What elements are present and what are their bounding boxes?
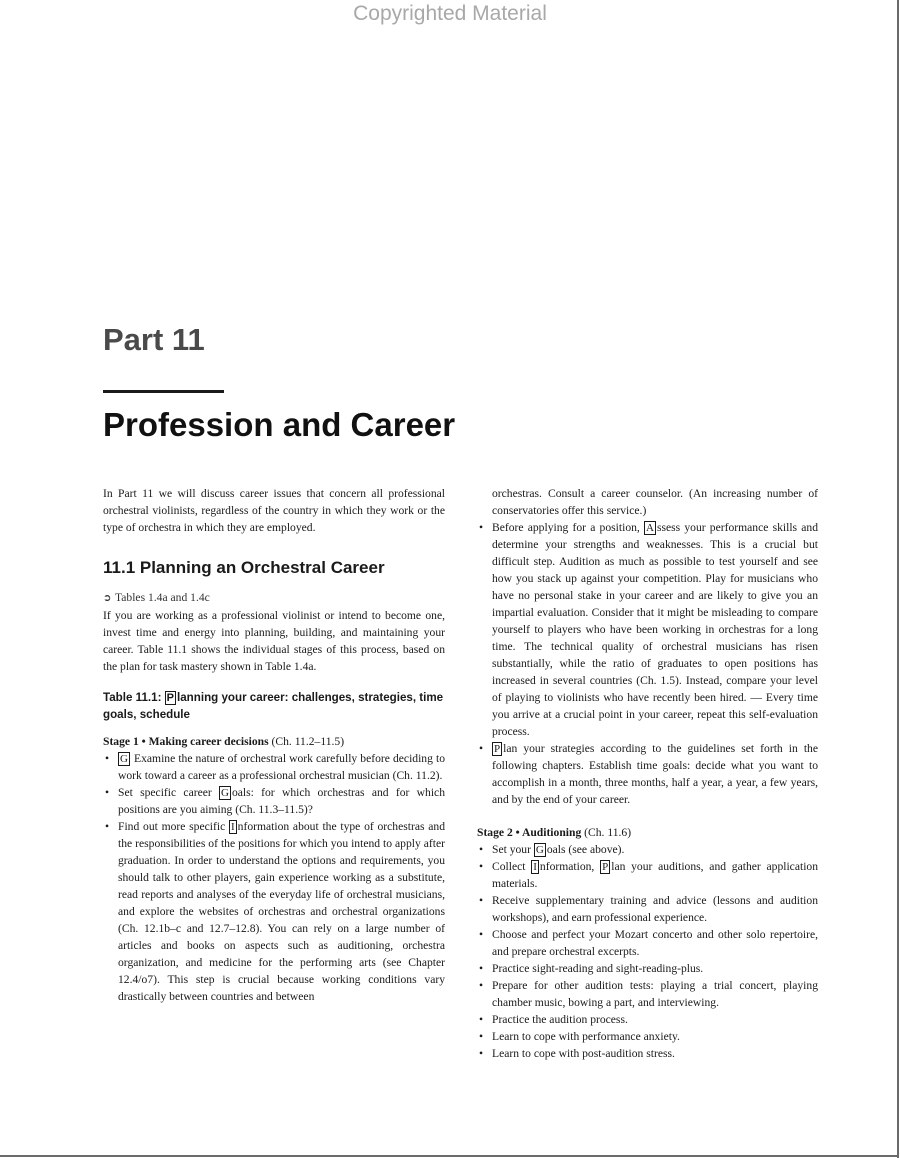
boxed-letter: A [646, 522, 654, 534]
list-item: • Learn to cope with post-audition stress. [477, 1045, 818, 1062]
list-item: • Learn to cope with performance anxiety. [477, 1028, 818, 1045]
list-item: • Prepare for other audition tests: playing a trial concert, playing chamber music, bowing a part, and interviewing. [477, 977, 818, 1011]
stage-2-list [477, 841, 818, 1062]
arrow-reference-icon: ➲ [103, 593, 112, 604]
stage-ref: (Ch. 11.2–11.5) [268, 735, 345, 748]
list-item-text: Examine the nature of orchestral work carefully before deciding to work toward a career as a professional orchestral musician (Ch. 11.2). [118, 752, 445, 782]
boxed-letter: P [602, 861, 609, 873]
boxed-letter: P [166, 692, 175, 704]
list-item-text: ssess your performance skills and determine your strengths and weaknesses. This is a crucial but difficult step. Audition as much as possible to test yourself and see how you stack up against your competition. Play for musicians who have no personal stake in your career and are likely to give you an impartial evaluation. Consider that it might be misleading to compare yourself to players who have been working in orchestras for a long time. The technical quality of orchestral musicians has risen substantially, while the ratio of graduates to open positions has increased in several countries (Ch. 1.5). Instead, compare your level of playing to violinists who have recently been hired. — Every time you arrive at a crucial point in your career, repeat this self-evaluation process. [492, 521, 818, 738]
list-item: • Choose and perfect your Mozart concerto and other solo repertoire, and prepare orchestral excerpts. [477, 926, 818, 960]
stage-1-list [103, 750, 445, 1005]
chapter-title: Profession and Career [103, 406, 456, 443]
list-item-text: nformation, [539, 860, 601, 873]
table-label: Table 11.1: [103, 691, 162, 704]
title-rule [103, 390, 224, 393]
list-item [103, 784, 445, 818]
stage-heading [103, 733, 445, 750]
stage-name: Stage 2 • Auditioning [477, 826, 582, 839]
section-body: If you are working as a professional violinist or intend to become one, invest time and energy into planning, building, and maintaining your career. Table 11.1 shows the individual stages of this process, based on the plan for task mastery shown in Table 1.4a. [103, 609, 445, 673]
boxed-letter: G [221, 787, 229, 799]
list-item-text: lan your auditions, and gather application materials. [492, 860, 819, 890]
boxed-letter: G [535, 844, 544, 856]
table-title: lanning your career: challenges, strategies, time goals, schedule [103, 691, 444, 721]
boxed-letter: P [494, 743, 501, 755]
list-item [477, 740, 818, 808]
right-column [477, 485, 818, 1062]
copyright-watermark: Copyrighted Material [353, 2, 547, 25]
list-item: • Practice the audition process. [477, 1011, 818, 1028]
section-heading: 11.1 Planning an Orchestral Career [103, 558, 385, 577]
list-item [477, 841, 818, 858]
boxed-letter: I [230, 821, 235, 833]
cross-reference-text: Tables 1.4a and 1.4c [115, 591, 210, 604]
list-item [477, 858, 818, 892]
list-item-text: oals: for which orchestras and for which positions are you aiming (Ch. 11.3–11.5)? [118, 786, 445, 816]
stage-ref: (Ch. 11.6) [581, 826, 632, 839]
list-item-text: Set your [492, 843, 534, 856]
list-item-text: Before applying for a position, [492, 521, 645, 534]
list-item [103, 750, 445, 784]
list-item [103, 818, 445, 1005]
page-edge-bottom [0, 1155, 899, 1157]
list-item-text: Find out more specific [118, 820, 229, 833]
stage-name: Stage 1 • Making career decisions [103, 735, 269, 748]
list-item-text: Set specific career [118, 786, 220, 799]
continued-text: orchestras. Consult a career counselor. (An increasing number of conservatories offer this service.) [492, 487, 818, 517]
list-item: • Receive supplementary training and advice (lessons and audition workshops), and earn professional experience. [477, 892, 818, 926]
intro-paragraph: In Part 11 we will discuss career issues that concern all professional orchestral violinists, regardless of the country in which they work or the type of orchestra in which they are employed. [103, 487, 445, 534]
list-item-text: lan your strategies according to the guidelines set forth in the following chapters. Establish time goals: decide what you want to accomplish in a month, three months, half a year, a year, a few years, and by the end of your career. [492, 742, 818, 806]
page-edge-right [897, 0, 899, 1158]
stage-1-list-continued [477, 519, 818, 808]
cross-reference [103, 589, 445, 607]
list-item-text: oals (see above). [546, 843, 625, 856]
boxed-letter: I [533, 861, 537, 873]
list-item-text: Collect [492, 860, 532, 873]
boxed-letter: G [120, 753, 128, 765]
left-column [103, 485, 445, 1005]
list-item-text: nformation about the type of orchestras and the responsibilities of the positions for which you intend to apply after graduation. In order to understand the options and requirements, you should talk to other players, gain experience working as a substitute, read reports and analyses of the everyday life of orchestral musicians, and explore the websites of orchestras and orchestral organizations (Ch. 12.1b–c and 12.7–12.8). You can rely on a large number of articles and books on aspects such as auditioning, orchestra organization, and medicine for the performing arts (see Chapter 12.4/o7). This step is crucial because working conditions vary drastically between countries and between [118, 820, 445, 1003]
list-item [477, 519, 818, 740]
part-label: Part 11 [103, 322, 205, 357]
table-caption [103, 689, 445, 723]
stage-heading [477, 824, 818, 841]
list-item: • Practice sight-reading and sight-reading-plus. [477, 960, 818, 977]
